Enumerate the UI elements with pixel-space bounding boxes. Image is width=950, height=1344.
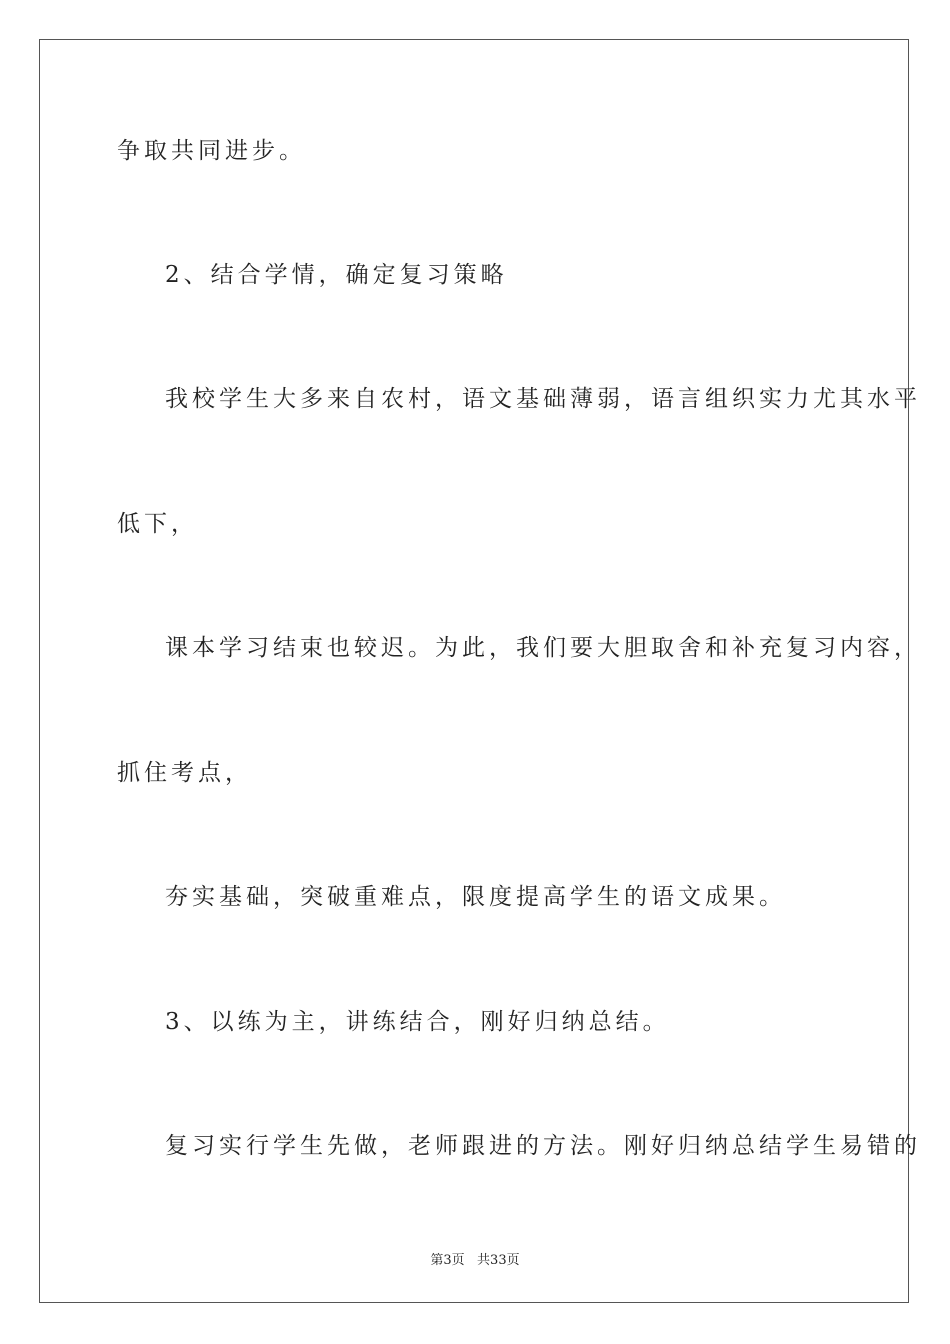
text-line-1: 争取共同进步。 [117,138,306,164]
text-line-5: 课本学习结束也较迟。为此，我们要大胆取舍和补充复习内容， [165,635,921,661]
page-number-footer: 第3页 共33页 [430,1253,520,1268]
text-line-9: 复习实行学生先做，老师跟进的方法。刚好归纳总结学生易错的 [165,1133,921,1159]
section-heading-3: 3、以练为主，讲练结合，刚好归纳总结。 [165,1009,670,1035]
text-line-4: 低下， [117,511,198,537]
page-border [39,39,909,1303]
section-heading-2: 2、结合学情，确定复习策略 [165,262,508,288]
text-line-7: 夯实基础，突破重难点，限度提高学生的语文成果。 [165,884,786,910]
text-line-3: 我校学生大多来自农村，语文基础薄弱，语言组织实力尤其水平 [165,386,921,412]
text-line-6: 抓住考点， [117,760,252,786]
